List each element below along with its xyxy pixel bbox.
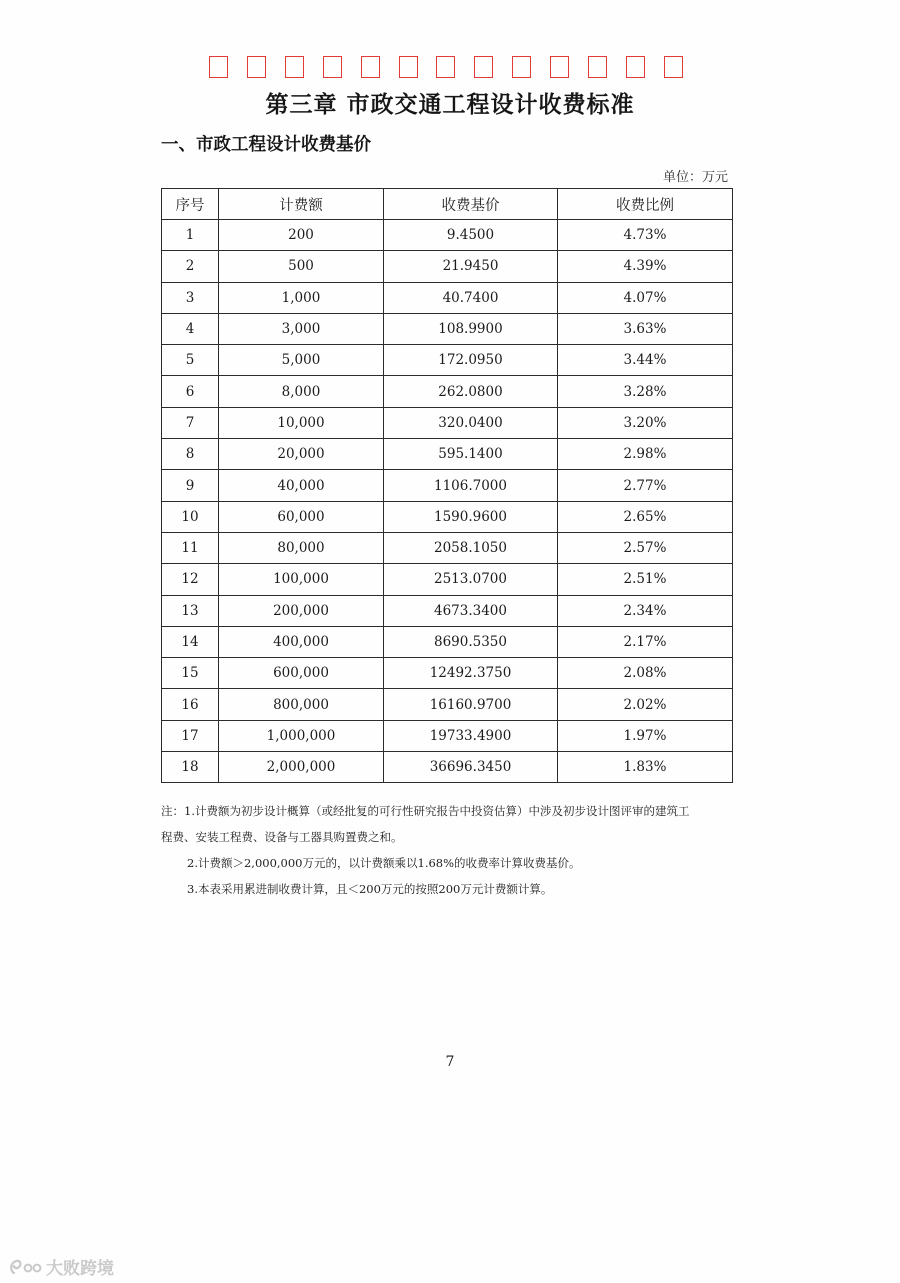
cell-serial: 6 [162, 376, 219, 407]
cell-base-price: 21.9450 [384, 251, 558, 282]
cell-fee-amount: 5,000 [219, 345, 384, 376]
red-box [285, 56, 304, 78]
cell-fee-amount: 200,000 [219, 595, 384, 626]
cell-fee-amount: 10,000 [219, 407, 384, 438]
section-title: 一、市政工程设计收费基价 [161, 135, 371, 155]
cell-fee-amount: 600,000 [219, 658, 384, 689]
cell-base-price: 1106.7000 [384, 470, 558, 501]
table-row [162, 501, 733, 532]
table-row [162, 689, 733, 720]
table-row [162, 251, 733, 282]
red-box [626, 56, 645, 78]
cell-fee-amount: 1,000,000 [219, 720, 384, 751]
table-row [162, 376, 733, 407]
cell-fee-ratio: 2.57% [558, 532, 733, 563]
cell-serial: 8 [162, 439, 219, 470]
cell-fee-ratio: 2.34% [558, 595, 733, 626]
notes [161, 798, 736, 902]
table-row [162, 720, 733, 751]
cell-fee-ratio: 1.83% [558, 752, 733, 783]
cell-serial: 5 [162, 345, 219, 376]
cell-fee-amount: 2,000,000 [219, 752, 384, 783]
cell-fee-ratio: 1.97% [558, 720, 733, 751]
cell-serial: 16 [162, 689, 219, 720]
cell-serial: 1 [162, 220, 219, 251]
table-row [162, 658, 733, 689]
table-row [162, 439, 733, 470]
table-body [162, 220, 733, 783]
cell-base-price: 595.1400 [384, 439, 558, 470]
cell-base-price: 9.4500 [384, 220, 558, 251]
cell-serial: 13 [162, 595, 219, 626]
cell-base-price: 1590.9600 [384, 501, 558, 532]
cell-base-price: 2058.1050 [384, 532, 558, 563]
cell-fee-amount: 1,000 [219, 282, 384, 313]
cell-base-price: 172.0950 [384, 345, 558, 376]
cell-fee-amount: 80,000 [219, 532, 384, 563]
column-header-fee-amount: 计费额 [219, 189, 384, 220]
cell-base-price: 36696.3450 [384, 752, 558, 783]
cell-fee-ratio: 3.63% [558, 313, 733, 344]
cell-fee-amount: 200 [219, 220, 384, 251]
chapter-title: 第三章 市政交通工程设计收费标准 [265, 92, 635, 118]
cell-fee-ratio: 3.28% [558, 376, 733, 407]
cell-fee-amount: 500 [219, 251, 384, 282]
cell-fee-amount: 40,000 [219, 470, 384, 501]
cell-fee-amount: 60,000 [219, 501, 384, 532]
cell-base-price: 40.7400 [384, 282, 558, 313]
cell-fee-ratio: 2.51% [558, 564, 733, 595]
red-box [588, 56, 607, 78]
table-row [162, 407, 733, 438]
table-row [162, 626, 733, 657]
page-number: 7 [445, 1054, 455, 1070]
cell-serial: 2 [162, 251, 219, 282]
cell-fee-amount: 20,000 [219, 439, 384, 470]
red-box [209, 56, 228, 78]
cell-base-price: 2513.0700 [384, 564, 558, 595]
cell-base-price: 8690.5350 [384, 626, 558, 657]
fee-table [161, 188, 733, 783]
red-box-row [209, 53, 683, 81]
cell-fee-ratio: 2.65% [558, 501, 733, 532]
note-3: 3.本表采用累进制收费计算，且＜200万元的按照200万元计费额计算。 [187, 882, 553, 896]
red-box [399, 56, 418, 78]
cell-fee-ratio: 2.77% [558, 470, 733, 501]
table-header-row [162, 189, 733, 220]
column-header-base-price: 收费基价 [384, 189, 558, 220]
table-row [162, 532, 733, 563]
red-box [474, 56, 493, 78]
cell-fee-ratio: 2.02% [558, 689, 733, 720]
cell-fee-amount: 800,000 [219, 689, 384, 720]
cell-base-price: 108.9900 [384, 313, 558, 344]
watermark [8, 1254, 114, 1279]
red-box [247, 56, 266, 78]
cell-base-price: 4673.3400 [384, 595, 558, 626]
watermark-text: 大败跨境 [46, 1259, 114, 1279]
table-row [162, 313, 733, 344]
unit-label: 单位：万元 [662, 170, 728, 185]
cell-fee-amount: 8,000 [219, 376, 384, 407]
cell-fee-ratio: 2.17% [558, 626, 733, 657]
cell-serial: 3 [162, 282, 219, 313]
note-1-line-1: 注：1.计费额为初步设计概算（或经批复的可行性研究报告中投资估算）中涉及初步设计图评审的建筑工 [161, 804, 690, 818]
cell-fee-ratio: 4.07% [558, 282, 733, 313]
cell-fee-amount: 3,000 [219, 313, 384, 344]
table-row [162, 752, 733, 783]
cell-fee-ratio: 2.08% [558, 658, 733, 689]
red-box [512, 56, 531, 78]
red-box [664, 56, 683, 78]
cell-fee-ratio: 3.44% [558, 345, 733, 376]
cell-base-price: 320.0400 [384, 407, 558, 438]
cell-fee-ratio: 2.98% [558, 439, 733, 470]
note-1-line-2: 程费、安装工程费、设备与工器具购置费之和。 [161, 830, 403, 844]
cell-serial: 14 [162, 626, 219, 657]
cell-fee-ratio: 3.20% [558, 407, 733, 438]
table-row [162, 470, 733, 501]
cell-base-price: 19733.4900 [384, 720, 558, 751]
red-box [436, 56, 455, 78]
cell-fee-amount: 400,000 [219, 626, 384, 657]
column-header-serial: 序号 [162, 189, 219, 220]
cell-serial: 11 [162, 532, 219, 563]
cell-base-price: 12492.3750 [384, 658, 558, 689]
cell-base-price: 16160.9700 [384, 689, 558, 720]
cell-serial: 10 [162, 501, 219, 532]
table-row [162, 282, 733, 313]
red-box [323, 56, 342, 78]
cell-fee-amount: 100,000 [219, 564, 384, 595]
cell-serial: 12 [162, 564, 219, 595]
column-header-fee-ratio: 收费比例 [558, 189, 733, 220]
note-2: 2.计费额＞2,000,000万元的，以计费额乘以1.68%的收费率计算收费基价。 [187, 856, 581, 870]
red-box [550, 56, 569, 78]
cell-fee-ratio: 4.73% [558, 220, 733, 251]
cell-base-price: 262.0800 [384, 376, 558, 407]
cell-serial: 7 [162, 407, 219, 438]
cell-serial: 9 [162, 470, 219, 501]
table-row [162, 220, 733, 251]
cell-serial: 17 [162, 720, 219, 751]
table-row [162, 564, 733, 595]
cell-serial: 18 [162, 752, 219, 783]
cell-serial: 4 [162, 313, 219, 344]
cell-serial: 15 [162, 658, 219, 689]
table-row [162, 345, 733, 376]
watermark-logo-icon [8, 1257, 42, 1277]
cell-fee-ratio: 4.39% [558, 251, 733, 282]
red-box [361, 56, 380, 78]
table-row [162, 595, 733, 626]
